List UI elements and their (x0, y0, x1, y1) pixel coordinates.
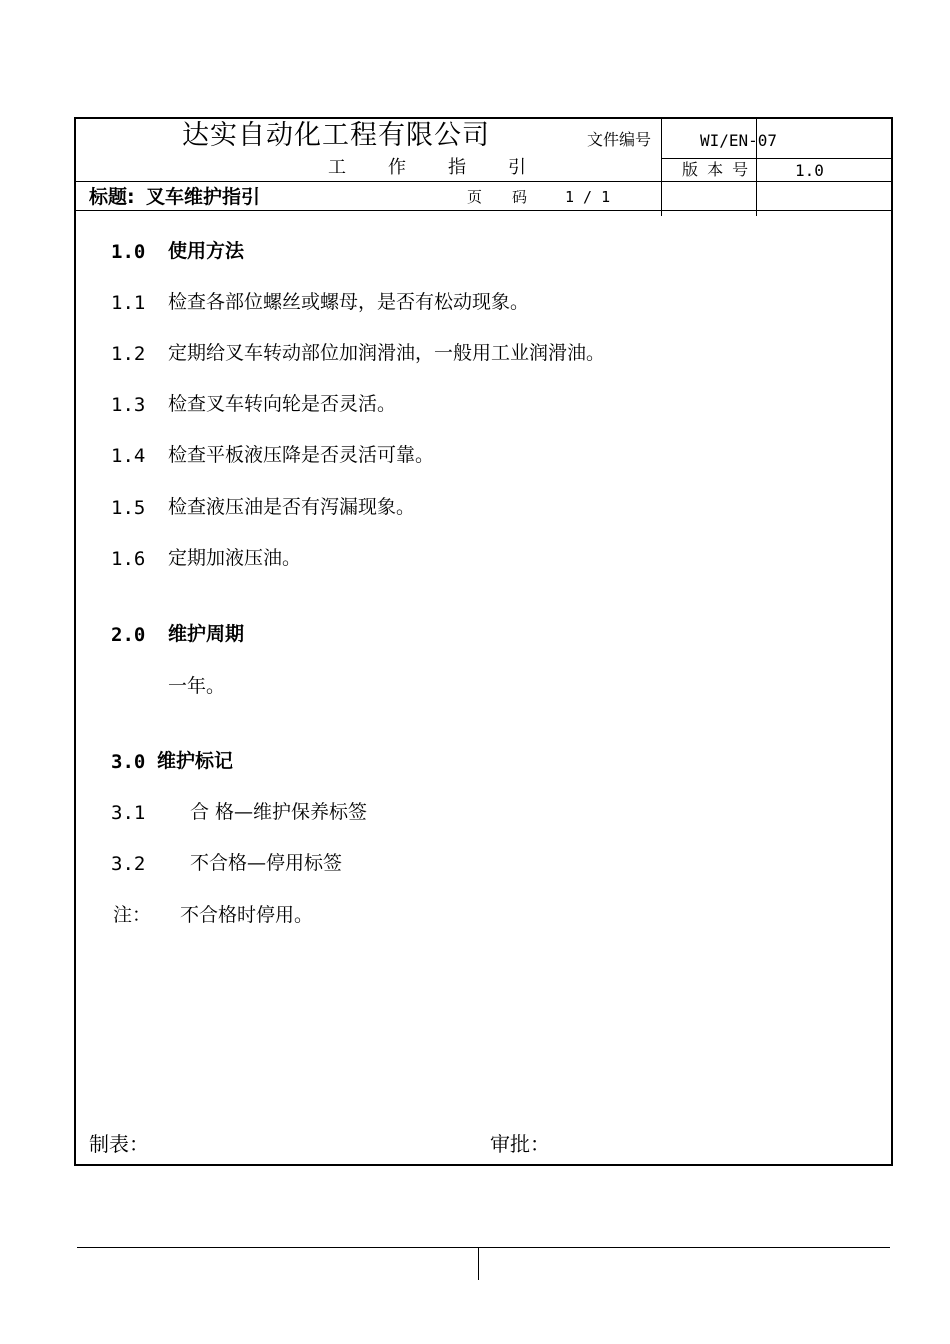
item-3-1-number: 3.1 (111, 802, 146, 824)
item-1-5-number: 1.5 (111, 497, 146, 519)
header-divider-2 (76, 181, 891, 182)
item-1-3-number: 1.3 (111, 394, 146, 416)
header-vline-1 (661, 119, 662, 216)
page-bottom-divider (478, 1247, 479, 1280)
section-3-number: 3.0 (111, 751, 146, 773)
page-bottom-rule (77, 1247, 890, 1248)
item-1-1-text: 检查各部位螺丝或螺母，是否有松动现象。 (168, 291, 530, 313)
company-name: 达实自动化工程有限公司 (182, 120, 490, 151)
title-label: 标题: (89, 186, 135, 208)
section-2-heading: 维护周期 (168, 623, 245, 645)
section-1-heading: 使用方法 (168, 240, 245, 262)
page-label: 页 码 (467, 188, 528, 206)
item-1-4-number: 1.4 (111, 445, 146, 467)
item-1-5-text: 检查液压油是否有泻漏现象。 (168, 496, 416, 518)
note-label: 注： (113, 904, 152, 926)
prepared-by-label: 制表： (89, 1132, 149, 1156)
header-divider-3 (76, 210, 891, 211)
item-1-6-text: 定期加液压油。 (168, 547, 302, 569)
note-text: 不合格时停用。 (180, 904, 314, 926)
item-3-1-text: 合 格—维护保养标签 (190, 801, 368, 823)
header-divider-1 (661, 158, 891, 159)
section-1-number: 1.0 (111, 241, 146, 263)
section-2-number: 2.0 (111, 624, 146, 646)
page-value: 1 / 1 (565, 188, 611, 206)
doc-number-value: WI/EN-07 (700, 131, 778, 150)
item-1-2-text: 定期给叉车转动部位加润滑油，一般用工业润滑油。 (168, 342, 606, 364)
approved-by-label: 审批： (490, 1132, 550, 1156)
doc-type: 工 作 指 引 (328, 157, 528, 178)
item-1-4-text: 检查平板液压降是否灵活可靠。 (168, 444, 435, 466)
item-1-1-number: 1.1 (111, 292, 146, 314)
item-3-2-number: 3.2 (111, 853, 146, 875)
item-1-3-text: 检查叉车转向轮是否灵活。 (168, 393, 397, 415)
version-label: 版 本 号 (682, 160, 751, 179)
title-value: 叉车维护指引 (146, 186, 261, 208)
item-1-2-number: 1.2 (111, 343, 146, 365)
item-3-2-text: 不合格—停用标签 (190, 852, 343, 874)
doc-number-label: 文件编号 (587, 130, 652, 149)
item-1-6-number: 1.6 (111, 548, 146, 570)
section-3-heading: 维护标记 (157, 750, 234, 772)
section-2-text: 一年。 (168, 675, 226, 697)
version-value: 1.0 (795, 161, 824, 180)
